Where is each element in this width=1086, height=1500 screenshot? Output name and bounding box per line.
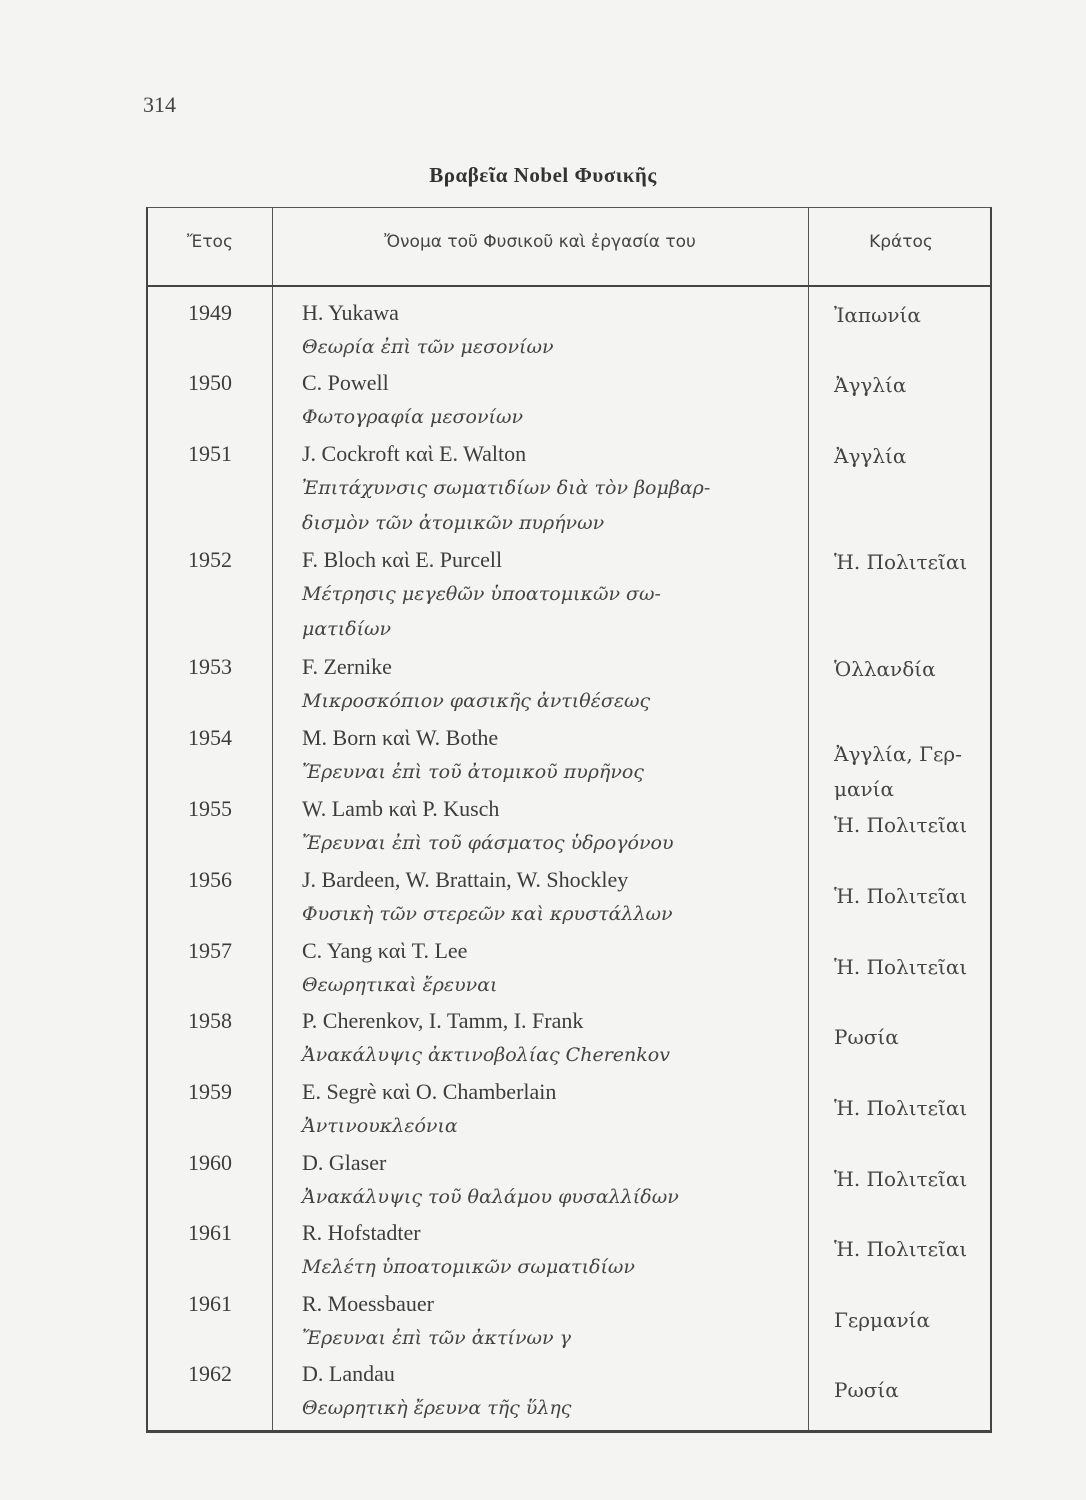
- row-physicist-name: F. Zernike: [302, 654, 392, 679]
- row-work-line: Ἀντινουκλεόνια: [302, 1115, 458, 1137]
- row-work-line: Ἀνακάλυψις τοῦ θαλάμου φυσαλλίδων: [302, 1186, 679, 1208]
- row-physicist-name: R. Moessbauer: [302, 1291, 434, 1316]
- row-country: Ἀγγλία: [834, 373, 907, 397]
- row-work-line: Ἔρευναι ἐπὶ τοῦ φάσματος ὑδρογόνου: [302, 832, 674, 854]
- row-year: 1958: [188, 1008, 232, 1033]
- row-year: 1959: [188, 1079, 232, 1104]
- row-country: Ἡ. Πολιτεῖαι: [834, 955, 968, 979]
- row-physicist-name: R. Hofstadter: [302, 1220, 421, 1245]
- row-country: Ἡ. Πολιτεῖαι: [834, 1167, 968, 1191]
- row-country: Ρωσία: [834, 1378, 899, 1402]
- row-country: Ἡ. Πολιτεῖαι: [834, 550, 968, 574]
- row-physicist-name: H. Yukawa: [302, 300, 399, 325]
- row-year: 1962: [188, 1361, 232, 1386]
- column-divider-country: [808, 208, 809, 1430]
- row-country: Ἀγγλία: [834, 444, 907, 468]
- row-work-line: Μελέτη ὑποατομικῶν σωματιδίων: [302, 1256, 635, 1278]
- nobel-physics-table: [146, 207, 992, 1433]
- header-name-work: Ὄνομα τοῦ Φυσικοῦ καὶ ἐργασία του: [384, 232, 696, 252]
- row-year: 1951: [188, 441, 232, 466]
- header-country: Κράτος: [869, 232, 933, 252]
- row-work-line: Θεωρητικὴ ἔρευνα τῆς ὕλης: [302, 1397, 572, 1419]
- row-year: 1960: [188, 1150, 232, 1175]
- row-year: 1952: [188, 547, 232, 572]
- row-work-line: ματιδίων: [302, 618, 392, 640]
- row-country: Ἡ. Πολιτεῖαι: [834, 1096, 968, 1120]
- row-physicist-name: F. Bloch καὶ E. Purcell: [302, 547, 503, 572]
- row-year: 1956: [188, 867, 232, 892]
- row-work-line: Φυσικὴ τῶν στερεῶν καὶ κρυστάλλων: [302, 903, 673, 925]
- row-physicist-name: J. Bardeen, W. Brattain, W. Shockley: [302, 867, 629, 892]
- row-country: μανία: [834, 777, 895, 801]
- row-physicist-name: C. Yang καὶ T. Lee: [302, 938, 468, 963]
- row-year: 1953: [188, 654, 232, 679]
- row-physicist-name: E. Segrè καὶ O. Chamberlain: [302, 1079, 557, 1104]
- row-country: Ἡ. Πολιτεῖαι: [834, 884, 968, 908]
- header-divider: [148, 285, 990, 287]
- row-work-line: Θεωρία ἐπὶ τῶν μεσονίων: [302, 336, 554, 358]
- row-work-line: Φωτογραφία μεσονίων: [302, 406, 523, 428]
- page-title: Βραβεῖα Nobel Φυσικῆς: [429, 163, 657, 187]
- row-year: 1961: [188, 1291, 232, 1316]
- row-work-line: Μικροσκόπιον φασικῆς ἀντιθέσεως: [302, 690, 651, 712]
- row-physicist-name: D. Landau: [302, 1361, 395, 1386]
- row-work-line: Μέτρησις μεγεθῶν ὑποατομικῶν σω-: [302, 583, 661, 605]
- page-number: 314: [143, 92, 176, 117]
- row-year: 1950: [188, 370, 232, 395]
- row-country: Ρωσία: [834, 1025, 899, 1049]
- row-physicist-name: J. Cockroft καὶ E. Walton: [302, 441, 527, 466]
- row-work-line: Ἀνακάλυψις ἀκτινοβολίας Cherenkov: [302, 1044, 670, 1066]
- row-country: Ἡ. Πολιτεῖαι: [834, 813, 968, 837]
- row-work-line: Ἔρευναι ἐπὶ τοῦ ἀτομικοῦ πυρῆνος: [302, 761, 644, 783]
- row-year: 1957: [188, 938, 232, 963]
- row-physicist-name: W. Lamb καὶ P. Kusch: [302, 796, 500, 821]
- row-work-line: Ἔρευναι ἐπὶ τῶν ἀκτίνων γ: [302, 1327, 571, 1349]
- row-work-line: Ἐπιτάχυνσις σωματιδίων διὰ τὸν βομβαρ-: [302, 477, 711, 499]
- row-work-line: Θεωρητικαὶ ἔρευναι: [302, 974, 498, 996]
- column-divider-year: [272, 208, 273, 1430]
- row-country: Γερμανία: [834, 1308, 931, 1332]
- row-physicist-name: D. Glaser: [302, 1150, 387, 1175]
- row-country: Ἰαπωνία: [834, 303, 921, 327]
- header-year: Ἔτος: [187, 232, 233, 252]
- row-physicist-name: M. Born καὶ W. Bothe: [302, 725, 499, 750]
- row-year: 1949: [188, 300, 232, 325]
- row-country: Ἀγγλία, Γερ-: [834, 742, 962, 766]
- row-year: 1954: [188, 725, 232, 750]
- row-physicist-name: C. Powell: [302, 370, 389, 395]
- row-physicist-name: P. Cherenkov, I. Tamm, I. Frank: [302, 1008, 584, 1033]
- row-year: 1961: [188, 1220, 232, 1245]
- row-country: Ἡ. Πολιτεῖαι: [834, 1237, 968, 1261]
- row-year: 1955: [188, 796, 232, 821]
- row-country: Ὁλλανδία: [834, 657, 936, 681]
- row-work-line: δισμὸν τῶν ἀτομικῶν πυρήνων: [302, 512, 605, 534]
